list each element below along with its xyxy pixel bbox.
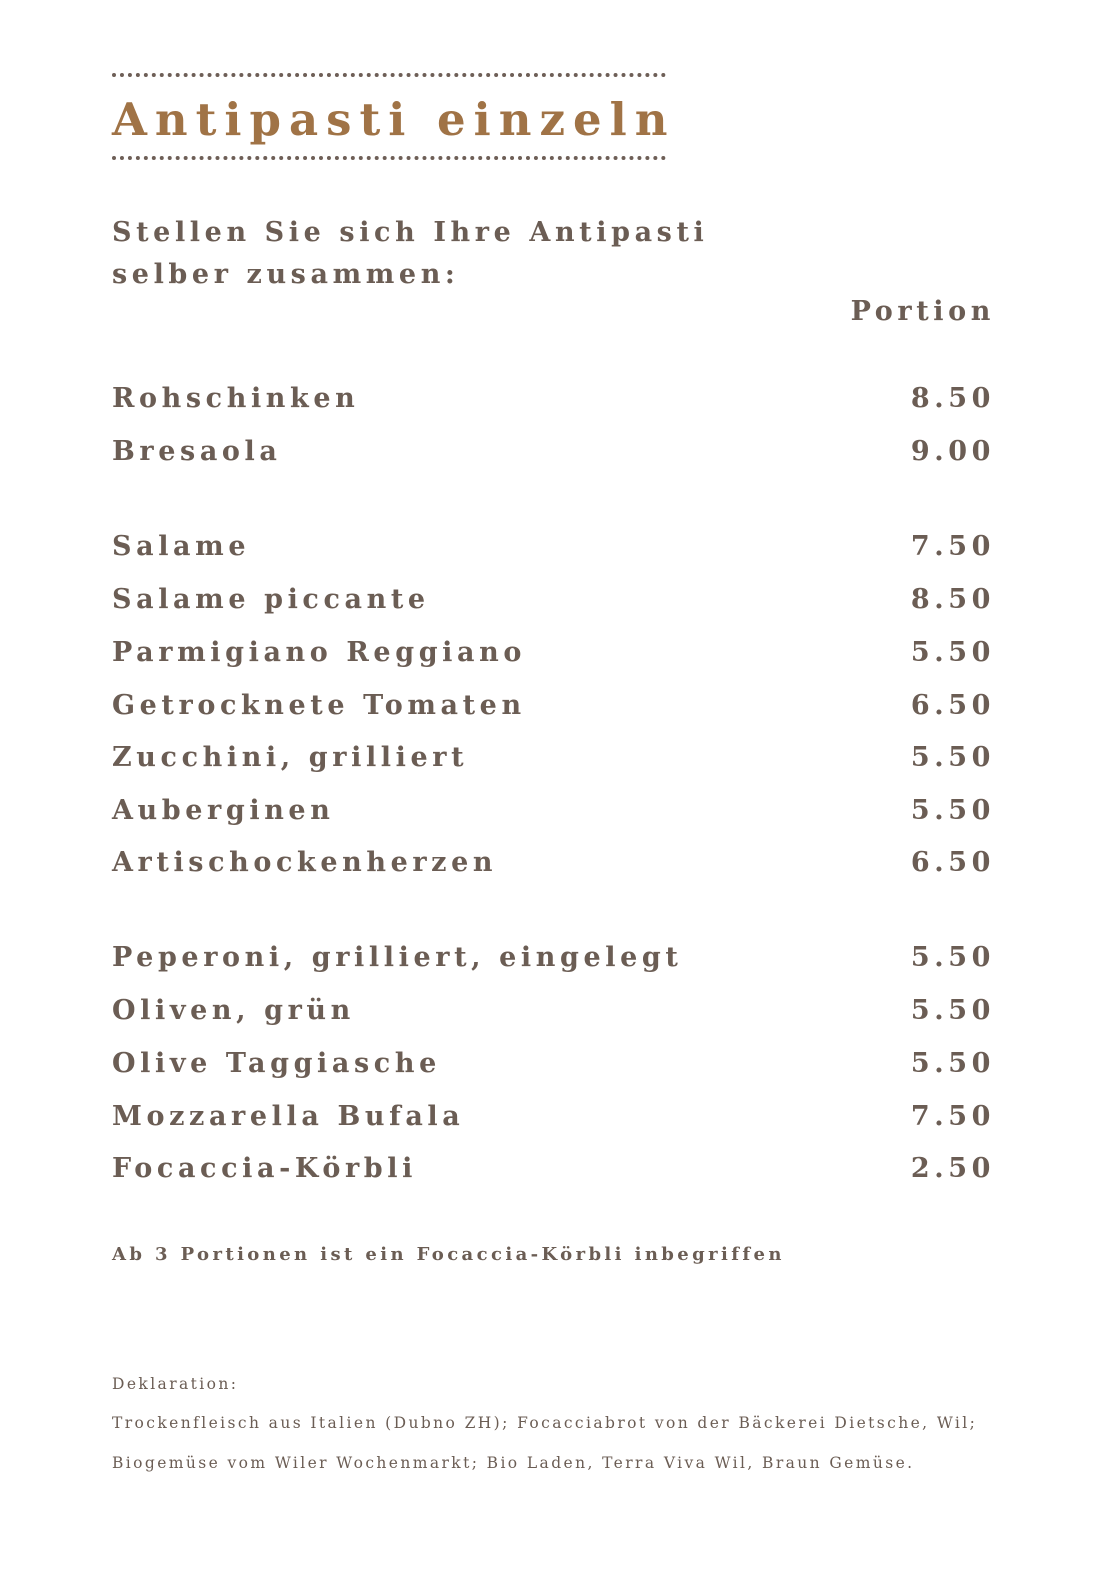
item-price: 5.50 bbox=[910, 795, 995, 826]
item-price: 5.50 bbox=[910, 942, 995, 973]
item-price: 8.50 bbox=[910, 383, 995, 414]
menu-item bbox=[112, 436, 995, 476]
item-price: 6.50 bbox=[910, 690, 995, 721]
item-name: Salame bbox=[112, 531, 251, 562]
item-price: 9.00 bbox=[910, 436, 995, 467]
item-name: Bresaola bbox=[112, 436, 282, 467]
menu-item bbox=[112, 942, 995, 982]
menu-item bbox=[112, 1101, 995, 1141]
menu-item bbox=[112, 1048, 995, 1088]
item-name: Mozzarella Bufala bbox=[112, 1101, 465, 1132]
focaccia-note: Ab 3 Portionen ist ein Focaccia-Körbli inbegriffen bbox=[112, 1244, 785, 1265]
item-name: Zucchini, grilliert bbox=[112, 742, 469, 773]
item-name: Olive Taggiasche bbox=[112, 1048, 441, 1079]
item-price: 5.50 bbox=[910, 1048, 995, 1079]
portion-column-header: Portion bbox=[850, 296, 995, 327]
intro-text bbox=[112, 212, 708, 296]
declaration-line-1: Trockenfleisch aus Italien (Dubno ZH); Focacciabrot von der Bäckerei Dietsche, Wil; bbox=[112, 1414, 978, 1432]
menu-item bbox=[112, 1153, 995, 1193]
item-price: 7.50 bbox=[910, 531, 995, 562]
menu-item bbox=[112, 584, 995, 624]
menu-item bbox=[112, 531, 995, 571]
item-name: Auberginen bbox=[112, 795, 335, 826]
intro-line-1: Stellen Sie sich Ihre Antipasti bbox=[112, 217, 709, 248]
item-price: 8.50 bbox=[910, 584, 995, 615]
item-price: 2.50 bbox=[910, 1153, 995, 1184]
item-name: Focaccia-Körbli bbox=[112, 1153, 417, 1184]
declaration-line-2: Biogemüse vom Wiler Wochenmarkt; Bio Laden, Terra Viva Wil, Braun Gemüse. bbox=[112, 1454, 915, 1472]
item-name: Artischockenherzen bbox=[112, 847, 498, 878]
item-price: 5.50 bbox=[910, 995, 995, 1026]
item-price: 5.50 bbox=[910, 742, 995, 773]
page-title: Antipasti einzeln bbox=[112, 93, 676, 146]
intro-line-2: selber zusammen: bbox=[112, 259, 460, 290]
menu-item bbox=[112, 847, 995, 887]
menu-item bbox=[112, 995, 995, 1035]
item-name: Getrocknete Tomaten bbox=[112, 690, 526, 721]
item-name: Parmigiano Reggiano bbox=[112, 637, 526, 668]
declaration-label: Deklaration: bbox=[112, 1375, 239, 1393]
menu-item bbox=[112, 637, 995, 677]
title-block bbox=[112, 73, 676, 160]
item-price: 5.50 bbox=[910, 637, 995, 668]
item-name: Salame piccante bbox=[112, 584, 430, 615]
menu-item bbox=[112, 742, 995, 782]
item-price: 7.50 bbox=[910, 1101, 995, 1132]
item-name: Oliven, grün bbox=[112, 995, 355, 1026]
menu-item bbox=[112, 795, 995, 835]
bottom-dotted-divider bbox=[112, 156, 666, 160]
menu-item bbox=[112, 383, 995, 423]
menu-item bbox=[112, 690, 995, 730]
item-name: Peperoni, grilliert, eingelegt bbox=[112, 942, 683, 973]
top-dotted-divider bbox=[112, 73, 666, 77]
item-name: Rohschinken bbox=[112, 383, 360, 414]
item-price: 6.50 bbox=[910, 847, 995, 878]
